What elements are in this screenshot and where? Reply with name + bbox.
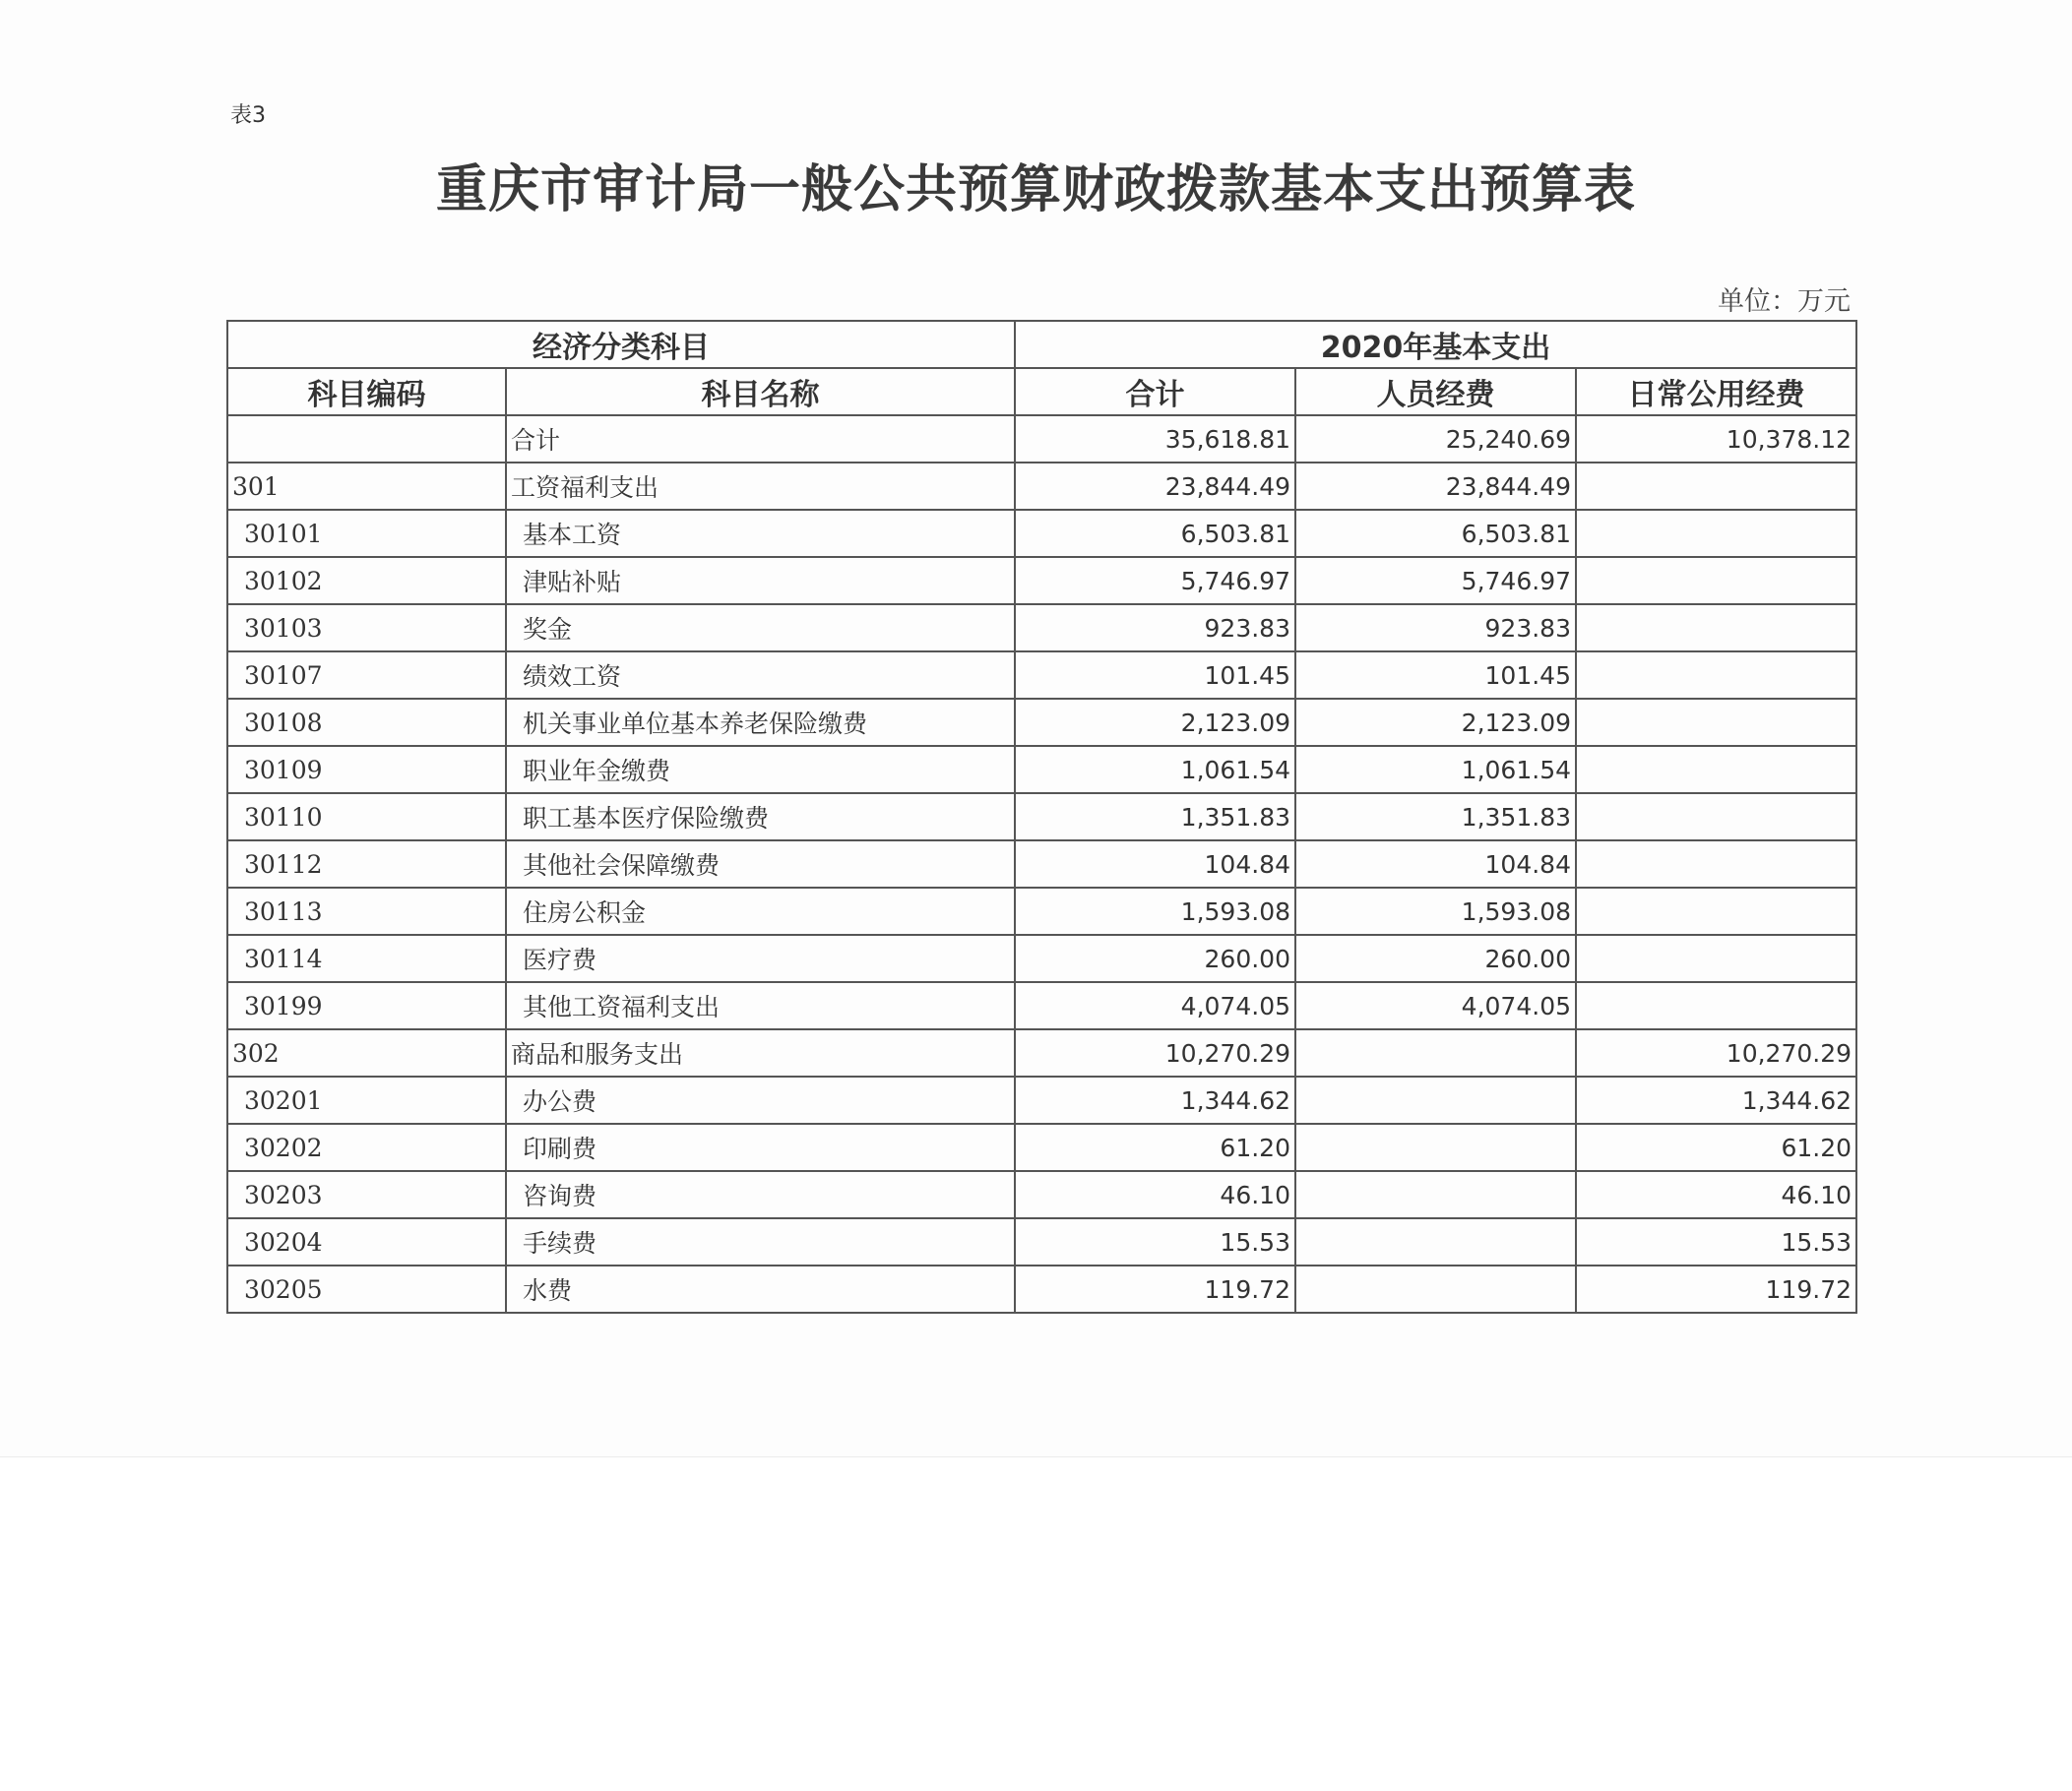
code-cell: 30101 bbox=[227, 510, 506, 557]
public-cell bbox=[1576, 746, 1856, 793]
table-row bbox=[227, 935, 1856, 982]
total-cell: 5,746.97 bbox=[1015, 557, 1295, 604]
name-cell: 奖金 bbox=[506, 604, 1015, 651]
personnel-cell bbox=[1295, 1266, 1576, 1313]
public-cell bbox=[1576, 888, 1856, 935]
total-cell: 4,074.05 bbox=[1015, 982, 1295, 1029]
name-cell: 医疗费 bbox=[506, 935, 1015, 982]
table-row bbox=[227, 1218, 1856, 1266]
name-cell: 绩效工资 bbox=[506, 651, 1015, 699]
total-cell: 1,351.83 bbox=[1015, 793, 1295, 840]
column-header-row bbox=[227, 368, 1856, 415]
personnel-cell: 104.84 bbox=[1295, 840, 1576, 888]
public-cell bbox=[1576, 840, 1856, 888]
name-cell: 手续费 bbox=[506, 1218, 1015, 1266]
code-cell: 30201 bbox=[227, 1077, 506, 1124]
name-cell: 津贴补贴 bbox=[506, 557, 1015, 604]
personnel-cell: 101.45 bbox=[1295, 651, 1576, 699]
total-cell: 104.84 bbox=[1015, 840, 1295, 888]
total-cell: 260.00 bbox=[1015, 935, 1295, 982]
total-column-header: 合计 bbox=[1015, 368, 1295, 415]
total-cell: 101.45 bbox=[1015, 651, 1295, 699]
code-cell: 301 bbox=[227, 463, 506, 510]
public-cell: 46.10 bbox=[1576, 1171, 1856, 1218]
total-cell: 923.83 bbox=[1015, 604, 1295, 651]
personnel-cell: 260.00 bbox=[1295, 935, 1576, 982]
public-cell: 10,378.12 bbox=[1576, 415, 1856, 463]
total-cell: 119.72 bbox=[1015, 1266, 1295, 1313]
name-cell: 工资福利支出 bbox=[506, 463, 1015, 510]
personnel-cell bbox=[1295, 1029, 1576, 1077]
table-row bbox=[227, 557, 1856, 604]
total-cell: 23,844.49 bbox=[1015, 463, 1295, 510]
public-cell bbox=[1576, 699, 1856, 746]
name-cell: 咨询费 bbox=[506, 1171, 1015, 1218]
public-cell: 119.72 bbox=[1576, 1266, 1856, 1313]
name-column-header: 科目名称 bbox=[506, 368, 1015, 415]
total-cell: 2,123.09 bbox=[1015, 699, 1295, 746]
basic-expenditure-header: 2020年基本支出 bbox=[1015, 321, 1856, 368]
table-number-label: 表3 bbox=[230, 103, 266, 128]
public-cell bbox=[1576, 651, 1856, 699]
table-row bbox=[227, 415, 1856, 463]
personnel-cell: 23,844.49 bbox=[1295, 463, 1576, 510]
personnel-cell bbox=[1295, 1077, 1576, 1124]
name-cell: 办公费 bbox=[506, 1077, 1015, 1124]
table-row bbox=[227, 699, 1856, 746]
public-cell bbox=[1576, 557, 1856, 604]
public-cell: 10,270.29 bbox=[1576, 1029, 1856, 1077]
name-cell: 其他工资福利支出 bbox=[506, 982, 1015, 1029]
code-cell: 30202 bbox=[227, 1124, 506, 1171]
name-cell: 商品和服务支出 bbox=[506, 1029, 1015, 1077]
total-cell: 46.10 bbox=[1015, 1171, 1295, 1218]
code-cell: 30108 bbox=[227, 699, 506, 746]
personnel-column-header: 人员经费 bbox=[1295, 368, 1576, 415]
total-cell: 35,618.81 bbox=[1015, 415, 1295, 463]
total-cell: 1,061.54 bbox=[1015, 746, 1295, 793]
code-column-header: 科目编码 bbox=[227, 368, 506, 415]
personnel-cell: 25,240.69 bbox=[1295, 415, 1576, 463]
table-row bbox=[227, 1077, 1856, 1124]
personnel-cell bbox=[1295, 1171, 1576, 1218]
public-cell bbox=[1576, 982, 1856, 1029]
budget-table bbox=[226, 320, 1857, 1314]
code-cell: 30107 bbox=[227, 651, 506, 699]
personnel-cell: 2,123.09 bbox=[1295, 699, 1576, 746]
personnel-cell: 1,061.54 bbox=[1295, 746, 1576, 793]
public-cell bbox=[1576, 510, 1856, 557]
code-cell: 30102 bbox=[227, 557, 506, 604]
table-row bbox=[227, 463, 1856, 510]
table-row bbox=[227, 604, 1856, 651]
public-cell bbox=[1576, 604, 1856, 651]
personnel-cell: 4,074.05 bbox=[1295, 982, 1576, 1029]
personnel-cell bbox=[1295, 1218, 1576, 1266]
table-body bbox=[227, 415, 1856, 1313]
code-cell: 30110 bbox=[227, 793, 506, 840]
table-row bbox=[227, 1266, 1856, 1313]
name-cell: 合计 bbox=[506, 415, 1015, 463]
unit-label: 单位：万元 bbox=[1718, 286, 1851, 317]
table-row bbox=[227, 840, 1856, 888]
total-cell: 61.20 bbox=[1015, 1124, 1295, 1171]
personnel-cell: 1,593.08 bbox=[1295, 888, 1576, 935]
name-cell: 基本工资 bbox=[506, 510, 1015, 557]
personnel-cell bbox=[1295, 1124, 1576, 1171]
public-cell: 1,344.62 bbox=[1576, 1077, 1856, 1124]
code-cell: 30203 bbox=[227, 1171, 506, 1218]
name-cell: 印刷费 bbox=[506, 1124, 1015, 1171]
table-row bbox=[227, 1029, 1856, 1077]
name-cell: 职业年金缴费 bbox=[506, 746, 1015, 793]
total-cell: 10,270.29 bbox=[1015, 1029, 1295, 1077]
total-cell: 1,344.62 bbox=[1015, 1077, 1295, 1124]
personnel-cell: 6,503.81 bbox=[1295, 510, 1576, 557]
table-row bbox=[227, 510, 1856, 557]
table-row bbox=[227, 888, 1856, 935]
personnel-cell: 1,351.83 bbox=[1295, 793, 1576, 840]
code-cell: 30103 bbox=[227, 604, 506, 651]
group-header-row bbox=[227, 321, 1856, 368]
public-cell: 15.53 bbox=[1576, 1218, 1856, 1266]
total-cell: 15.53 bbox=[1015, 1218, 1295, 1266]
table-row bbox=[227, 746, 1856, 793]
public-cell bbox=[1576, 463, 1856, 510]
table-row bbox=[227, 1124, 1856, 1171]
total-cell: 6,503.81 bbox=[1015, 510, 1295, 557]
document-title: 重庆市审计局一般公共预算财政拨款基本支出预算表 bbox=[435, 160, 1636, 219]
code-cell: 30109 bbox=[227, 746, 506, 793]
table-row bbox=[227, 651, 1856, 699]
table-row bbox=[227, 793, 1856, 840]
name-cell: 水费 bbox=[506, 1266, 1015, 1313]
code-cell: 302 bbox=[227, 1029, 506, 1077]
economic-category-header: 经济分类科目 bbox=[227, 321, 1015, 368]
code-cell: 30205 bbox=[227, 1266, 506, 1313]
code-cell: 30113 bbox=[227, 888, 506, 935]
total-cell: 1,593.08 bbox=[1015, 888, 1295, 935]
name-cell: 其他社会保障缴费 bbox=[506, 840, 1015, 888]
code-cell: 30204 bbox=[227, 1218, 506, 1266]
public-cell bbox=[1576, 793, 1856, 840]
name-cell: 住房公积金 bbox=[506, 888, 1015, 935]
table-row bbox=[227, 982, 1856, 1029]
code-cell bbox=[227, 415, 506, 463]
code-cell: 30114 bbox=[227, 935, 506, 982]
public-column-header: 日常公用经费 bbox=[1576, 368, 1856, 415]
public-cell: 61.20 bbox=[1576, 1124, 1856, 1171]
personnel-cell: 923.83 bbox=[1295, 604, 1576, 651]
table-row bbox=[227, 1171, 1856, 1218]
name-cell: 机关事业单位基本养老保险缴费 bbox=[506, 699, 1015, 746]
personnel-cell: 5,746.97 bbox=[1295, 557, 1576, 604]
code-cell: 30112 bbox=[227, 840, 506, 888]
code-cell: 30199 bbox=[227, 982, 506, 1029]
public-cell bbox=[1576, 935, 1856, 982]
name-cell: 职工基本医疗保险缴费 bbox=[506, 793, 1015, 840]
